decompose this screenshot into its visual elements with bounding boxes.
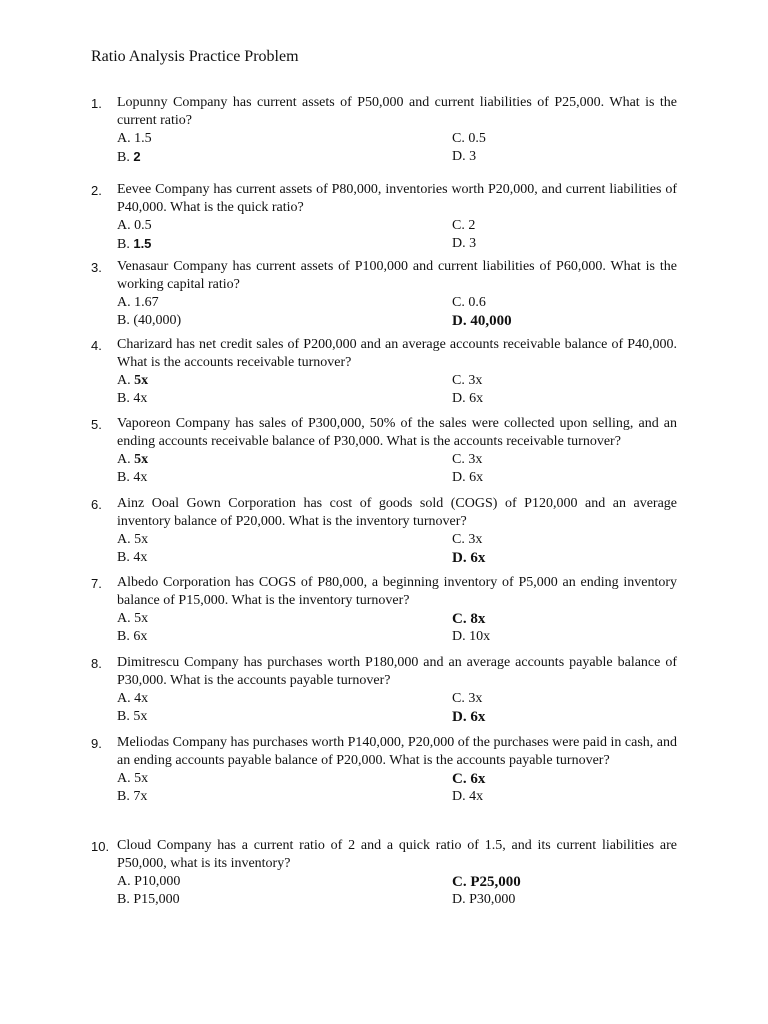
option-c: C. 6x [452,771,486,787]
question-3 [91,258,677,330]
highlighted-answer: 6x [470,709,486,725]
question-text: Eevee Company has current assets of P80,000, inventories worth P20,000, and current liabilities of P40,000. What is the quick ratio? [117,182,677,215]
option-b: B. 7x [117,789,148,804]
question-7 [91,574,677,646]
answer-options [117,531,677,567]
option-d: D. P30,000 [452,892,516,907]
question-2 [91,181,677,253]
option-b: B. 4x [117,391,148,406]
option-b: B. 6x [117,629,148,644]
option-d: D. 10x [452,629,491,644]
option-a: A. 4x [117,691,149,706]
option-d: D. 3 [452,236,477,251]
question-4 [91,336,677,408]
option-c: C. 3x [452,691,483,706]
question-number: 7. [91,576,102,591]
question-text: Ainz Ooal Gown Corporation has cost of goods sold (COGS) of P120,000 and an average inventory balance of P20,000. What is the inventory turnover? [117,496,677,529]
question-number: 9. [91,736,102,751]
question-text: Albedo Corporation has COGS of P80,000, a beginning inventory of P5,000 an ending inventory balance of P15,000. What is the inventory turnover? [117,575,677,608]
highlighted-answer: 8x [470,611,486,627]
answer-options [117,294,677,330]
page-title: Ratio Analysis Practice Problem [91,48,299,65]
highlighted-answer: 2 [133,149,141,164]
highlighted-answer: P25,000 [470,874,521,890]
option-d: D. 4x [452,789,484,804]
answer-options [117,217,677,253]
option-c: C. 8x [452,611,486,627]
question-1 [91,94,677,166]
answer-options [117,451,677,487]
question-text: Lopunny Company has current assets of P50,000 and current liabilities of P25,000. What is the current ratio? [117,95,677,128]
answer-options [117,372,677,408]
answer-options [117,873,677,909]
question-text: Vaporeon Company has sales of P300,000, 50% of the sales were collected upon selling, and an ending accounts receivable balance of P30,000. What is the accounts receivable turnover? [117,416,677,449]
question-10 [91,837,677,909]
option-d: D. 3 [452,149,477,164]
option-c: C. P25,000 [452,874,521,890]
option-b: B. 4x [117,470,148,485]
answer-options [117,610,677,646]
answer-options [117,130,677,166]
option-d: D. 6x [452,550,486,566]
question-number: 4. [91,338,102,353]
option-c: C. 3x [452,532,483,547]
question-text: Charizard has net credit sales of P200,000 and an average accounts receivable balance of P40,000. What is the accounts receivable turnover? [117,337,677,370]
option-c: C. 0.5 [452,131,486,146]
question-text: Meliodas Company has purchases worth P140,000, P20,000 of the purchases were paid in cash, and an ending accounts payable balance of P20,000. What is the accounts payable turnover? [117,735,677,768]
question-number: 3. [91,260,102,275]
question-number: 5. [91,417,102,432]
option-a: A. 0.5 [117,218,152,233]
question-9 [91,734,677,806]
option-b: B. P15,000 [117,892,180,907]
option-a: A. P10,000 [117,874,181,889]
highlighted-answer: 40,000 [470,313,512,329]
highlighted-answer: 6x [470,550,486,566]
question-number: 8. [91,656,102,671]
option-a: A. 5x [117,611,149,626]
question-text: Dimitrescu Company has purchases worth P180,000 and an average accounts payable balance of P30,000. What is the accounts payable turnover? [117,655,677,688]
option-d: D. 6x [452,470,484,485]
highlighted-answer: 6x [470,771,486,787]
option-b: B. 5x [117,709,148,724]
question-number: 10. [91,839,110,854]
option-b: B. 2 [117,149,141,165]
option-b: B. (40,000) [117,313,182,328]
option-a: A. 5x [117,373,149,388]
option-a: A. 1.67 [117,295,159,310]
question-text: Cloud Company has a current ratio of 2 and a quick ratio of 1.5, and its current liabilities are P50,000, what is its inventory? [117,838,677,871]
answer-options [117,770,677,806]
option-b: B. 1.5 [117,236,152,252]
option-c: C. 0.6 [452,295,486,310]
question-number: 2. [91,183,102,198]
option-d: D. 40,000 [452,313,512,329]
option-a: A. 5x [117,532,149,547]
question-text: Venasaur Company has current assets of P100,000 and current liabilities of P60,000. What is the working capital ratio? [117,259,677,292]
option-a: A. 5x [117,452,149,467]
question-number: 6. [91,497,102,512]
option-d: D. 6x [452,391,484,406]
option-c: C. 2 [452,218,476,233]
highlighted-answer: 5x [134,373,149,388]
option-c: C. 3x [452,373,483,388]
option-d: D. 6x [452,709,486,725]
question-8 [91,654,677,726]
option-a: A. 5x [117,771,149,786]
option-c: C. 3x [452,452,483,467]
highlighted-answer: 1.5 [133,236,152,251]
highlighted-answer: 5x [134,452,149,467]
question-5 [91,415,677,487]
question-number: 1. [91,96,102,111]
option-b: B. 4x [117,550,148,565]
answer-options [117,690,677,726]
option-a: A. 1.5 [117,131,152,146]
question-6 [91,495,677,567]
